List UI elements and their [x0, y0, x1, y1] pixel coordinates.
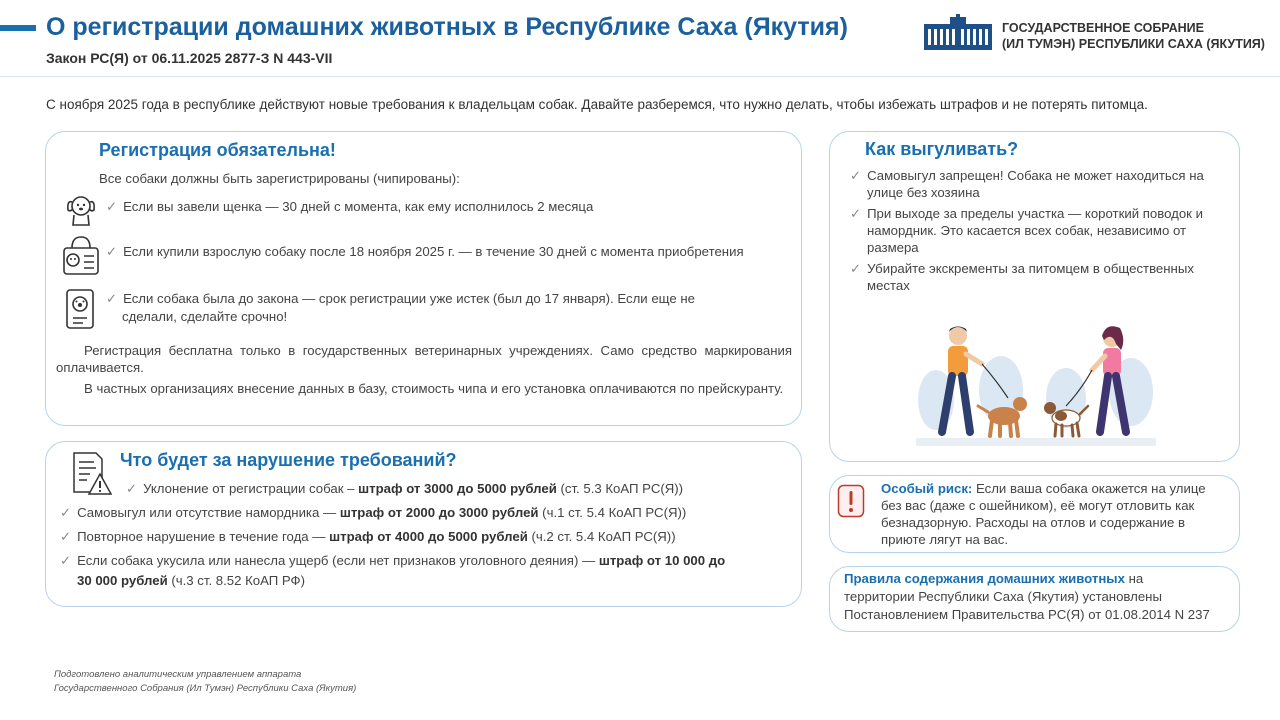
special-risk-label: Особый риск: [881, 481, 973, 496]
puppy-icon [64, 192, 98, 228]
special-risk-text: Особый риск: Если ваша собака окажется на улице без вас (даже с ошейником), её могут отловить как безнадзорную. Расходы на отлов и содержание в приюте лягут на вас. [881, 481, 1206, 547]
check-icon: ✓ [106, 291, 118, 306]
violation-item-4: ✓ Если собака укусила или нанесла ущерб (если нет признаков уголовного деяния) — штраф от 10 000 до [60, 553, 726, 568]
registration-card [45, 131, 802, 426]
footer-credit: Подготовлено аналитическим управлением аппарата Государственного Собрания (Ил Тумэн) Республики Саха (Якутия) [54, 669, 357, 694]
organization-name: ГОСУДАРСТВЕННОЕ СОБРАНИЕ (ИЛ ТУМЭН) РЕСПУБЛИКИ САХА (ЯКУТИЯ) [1002, 21, 1265, 51]
pet-passport-icon [64, 288, 96, 330]
pet-rules-label: Правила содержания домашних животных [844, 571, 1125, 586]
exclamation-icon [837, 484, 865, 518]
registration-paragraph-private: В частных организациях внесение данных в базу, стоимость чипа и его установка оплачиваются по прейскуранту. [84, 381, 784, 396]
walking-item-3: ✓ Убирайте экскременты за питомцем в общественных местах [850, 261, 1194, 293]
check-icon: ✓ [60, 553, 72, 568]
check-icon: ✓ [60, 529, 72, 544]
check-icon: ✓ [126, 481, 138, 496]
check-icon: ✓ [850, 261, 862, 276]
check-icon: ✓ [60, 505, 72, 520]
registration-item-2: ✓ Если купили взрослую собаку после 18 ноября 2025 г. — в течение 30 дней с момента приобретения [106, 244, 744, 259]
registration-item-3: ✓ Если собака была до закона — срок регистрации уже истек (был до 17 января). Если еще не [106, 291, 695, 306]
header-divider [0, 76, 1280, 77]
pet-rules-card [829, 566, 1240, 632]
header-accent-bar [0, 25, 36, 31]
registration-paragraph-free: Регистрация бесплатна только в государственных ветеринарных учреждениях. Само средство маркирования оплачивается. [56, 343, 792, 375]
violations-card [45, 441, 802, 607]
walking-card [829, 131, 1240, 462]
walking-title: Как выгуливать? [865, 139, 1019, 159]
dog-walking-illustration [916, 320, 1156, 450]
intro-text: С ноября 2025 года в республике действуют новые требования к владельцам собак. Давайте разберемся, что нужно делать, чтобы избежать штрафов и не потерять питомца. [46, 97, 1148, 112]
check-icon: ✓ [850, 168, 862, 183]
violation-item-4-continued: 30 000 рублей (ч.3 ст. 8.52 КоАП РФ) [77, 573, 305, 588]
registration-title: Регистрация обязательна! [99, 140, 336, 160]
law-reference: Закон РС(Я) от 06.11.2025 2877-З N 443-VII [46, 50, 333, 66]
page-title: О регистрации домашних животных в Республике Саха (Якутия) [46, 13, 848, 41]
dog-carrier-bag-icon [60, 234, 102, 276]
warning-document-icon [70, 450, 112, 496]
check-icon: ✓ [106, 199, 118, 214]
registration-item-1: ✓ Если вы завели щенка — 30 дней с момента, как ему исполнилось 2 месяца [106, 199, 594, 214]
violation-item-2: ✓ Самовыгул или отсутствие намордника — штраф от 2000 до 3000 рублей (ч.1 ст. 5.4 КоАП РС(Я)) [60, 505, 687, 520]
check-icon: ✓ [106, 244, 118, 259]
violation-item-1: ✓ Уклонение от регистрации собак – штраф от 3000 до 5000 рублей (ст. 5.3 КоАП РС(Я)) [126, 481, 684, 496]
walking-item-2: ✓ При выходе за пределы участка — короткий поводок и намордник. Это касается всех собак, независимо от размера [850, 206, 1203, 255]
walking-item-1: ✓ Самовыгул запрещен! Собака не может находиться на улице без хозяина [850, 168, 1204, 200]
registration-lead: Все собаки должны быть зарегистрированы (чипированы): [99, 171, 460, 186]
violation-item-3: ✓ Повторное нарушение в течение года — штраф от 4000 до 5000 рублей (ч.2 ст. 5.4 КоАП РС(Я)) [60, 529, 676, 544]
special-risk-card [829, 475, 1240, 553]
parliament-building-logo [924, 14, 992, 50]
violations-title: Что будет за нарушение требований? [120, 450, 457, 470]
registration-item-3-continued: сделали, сделайте срочно! [122, 309, 288, 324]
check-icon: ✓ [850, 206, 862, 221]
pet-rules-text: Правила содержания домашних животных на территории Республики Саха (Якутия) установлены Постановлением Правительства РС(Я) от 01.08.2014 N 237 [844, 571, 1210, 622]
